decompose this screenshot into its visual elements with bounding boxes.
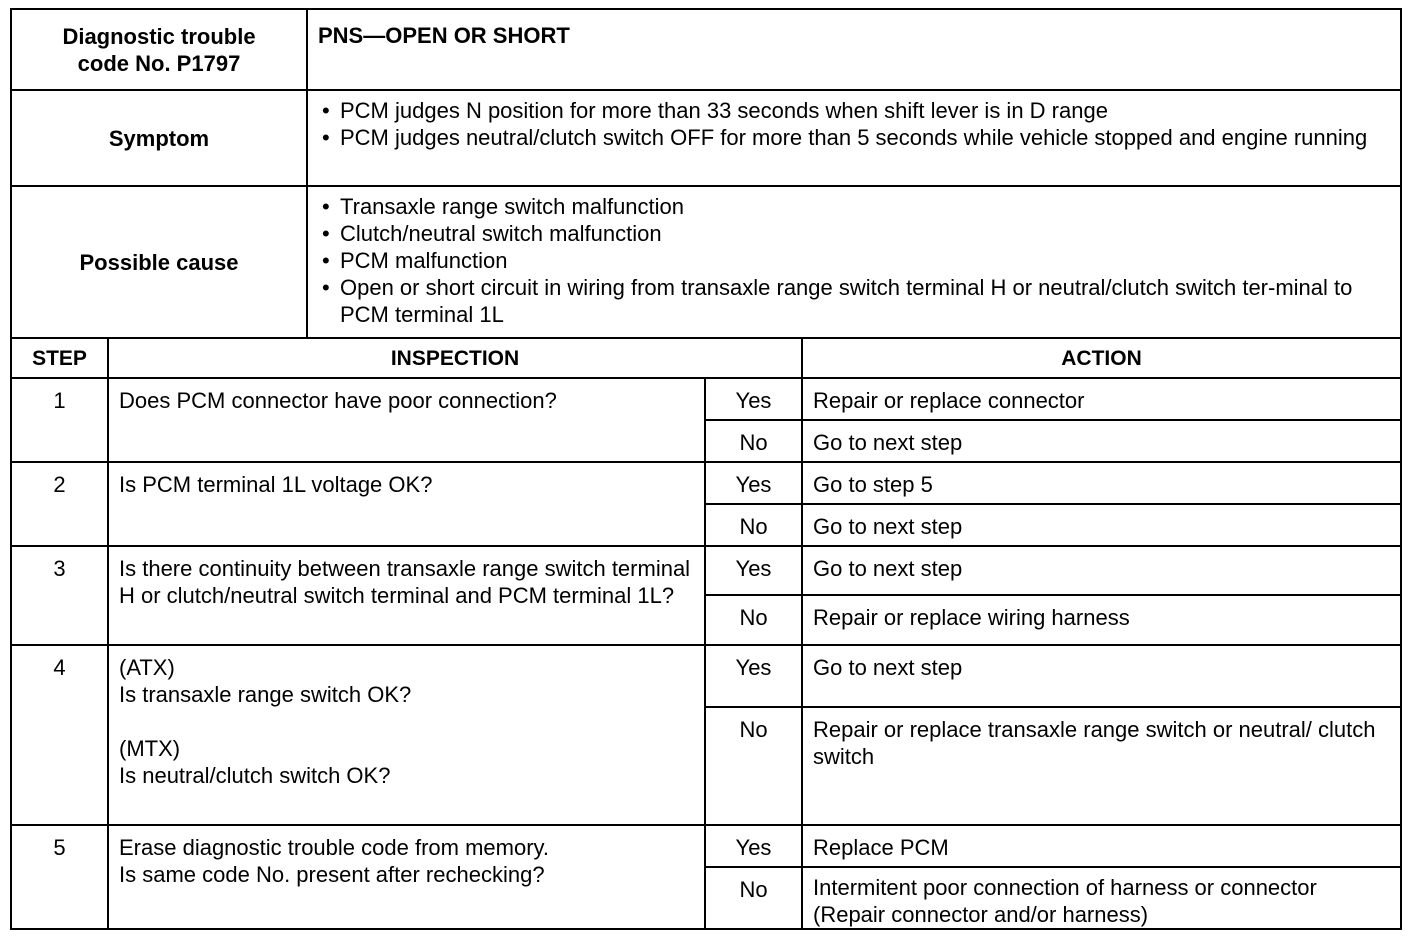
column-header-inspection: INSPECTION xyxy=(108,338,802,378)
step-number: 5 xyxy=(11,825,108,929)
table-row xyxy=(11,378,1401,420)
table-row xyxy=(11,645,1401,707)
symptom-list-cell xyxy=(307,90,1401,186)
symptom-row xyxy=(11,90,1401,186)
possible-cause-list xyxy=(318,193,1390,328)
column-header-row xyxy=(11,338,1401,378)
symptom-item: • PCM judges N position for more than 33 seconds when shift lever is in D range xyxy=(318,97,1390,124)
step-inspection-cell xyxy=(108,825,705,929)
yes-label: Yes xyxy=(705,378,802,420)
yes-action: Repair or replace connector xyxy=(802,378,1401,420)
step-inspection: Is there continuity between transaxle range switch terminal H or clutch/neutral switch terminal and PCM terminal 1L? xyxy=(108,546,705,645)
column-header-step: STEP xyxy=(11,338,108,378)
table-row xyxy=(11,546,1401,595)
possible-cause-item: • PCM malfunction xyxy=(318,247,1390,274)
step-inspection: Is PCM terminal 1L voltage OK? xyxy=(108,462,705,546)
step-number: 4 xyxy=(11,645,108,825)
step-inspection-line2: Is same code No. present after rechecking? xyxy=(119,862,545,887)
no-action: Go to next step xyxy=(802,504,1401,546)
dtc-label-line2: code No. P1797 xyxy=(77,50,241,76)
step-number: 2 xyxy=(11,462,108,546)
header-row xyxy=(11,9,1401,90)
possible-cause-list-cell xyxy=(307,186,1401,338)
step-inspection-atx: (ATX) xyxy=(119,655,175,680)
symptom-label: Symptom xyxy=(11,90,307,186)
step-inspection-cell xyxy=(108,645,705,825)
possible-cause-row xyxy=(11,186,1401,338)
no-label: No xyxy=(705,707,802,825)
yes-label: Yes xyxy=(705,462,802,504)
dtc-label-cell xyxy=(11,9,307,90)
no-label: No xyxy=(705,504,802,546)
yes-action: Go to next step xyxy=(802,645,1401,707)
yes-label: Yes xyxy=(705,645,802,707)
possible-cause-item: • Clutch/neutral switch malfunction xyxy=(318,220,1390,247)
possible-cause-item: • Transaxle range switch malfunction xyxy=(318,193,1390,220)
no-label: No xyxy=(705,595,802,645)
table-row xyxy=(11,462,1401,504)
possible-cause-item: • Open or short circuit in wiring from transaxle range switch terminal H or neutral/clutch switch ter-minal to PCM terminal 1L xyxy=(318,274,1390,328)
symptom-list xyxy=(318,97,1390,151)
no-action-cell xyxy=(802,867,1401,929)
step-inspection: Does PCM connector have poor connection? xyxy=(108,378,705,462)
column-header-action: ACTION xyxy=(802,338,1401,378)
symptom-item: • PCM judges neutral/clutch switch OFF for more than 5 seconds while vehicle stopped and engine running xyxy=(318,124,1390,151)
diagnostic-table xyxy=(10,8,1402,930)
yes-label: Yes xyxy=(705,546,802,595)
dtc-title: PNS—OPEN OR SHORT xyxy=(307,9,1401,90)
possible-cause-label: Possible cause xyxy=(11,186,307,338)
step-number: 1 xyxy=(11,378,108,462)
no-action: Repair or replace transaxle range switch or neutral/ clutch switch xyxy=(802,707,1401,825)
table-row xyxy=(11,825,1401,867)
no-action-line1: Intermitent poor connection of harness or connector xyxy=(813,875,1317,900)
no-label: No xyxy=(705,420,802,462)
yes-action: Replace PCM xyxy=(802,825,1401,867)
yes-action: Go to next step xyxy=(802,546,1401,595)
no-action-line2: (Repair connector and/or harness) xyxy=(813,902,1149,927)
step-number: 3 xyxy=(11,546,108,645)
no-label: No xyxy=(705,867,802,929)
dtc-label-line1: Diagnostic trouble xyxy=(62,23,256,49)
step-inspection-line1: Erase diagnostic trouble code from memory. xyxy=(119,835,549,860)
step-inspection-atx-question: Is transaxle range switch OK? xyxy=(119,682,412,707)
no-action: Repair or replace wiring harness xyxy=(802,595,1401,645)
step-inspection-mtx-question: Is neutral/clutch switch OK? xyxy=(119,763,391,788)
yes-label: Yes xyxy=(705,825,802,867)
no-action: Go to next step xyxy=(802,420,1401,462)
yes-action: Go to step 5 xyxy=(802,462,1401,504)
step-inspection-mtx: (MTX) xyxy=(119,736,181,761)
